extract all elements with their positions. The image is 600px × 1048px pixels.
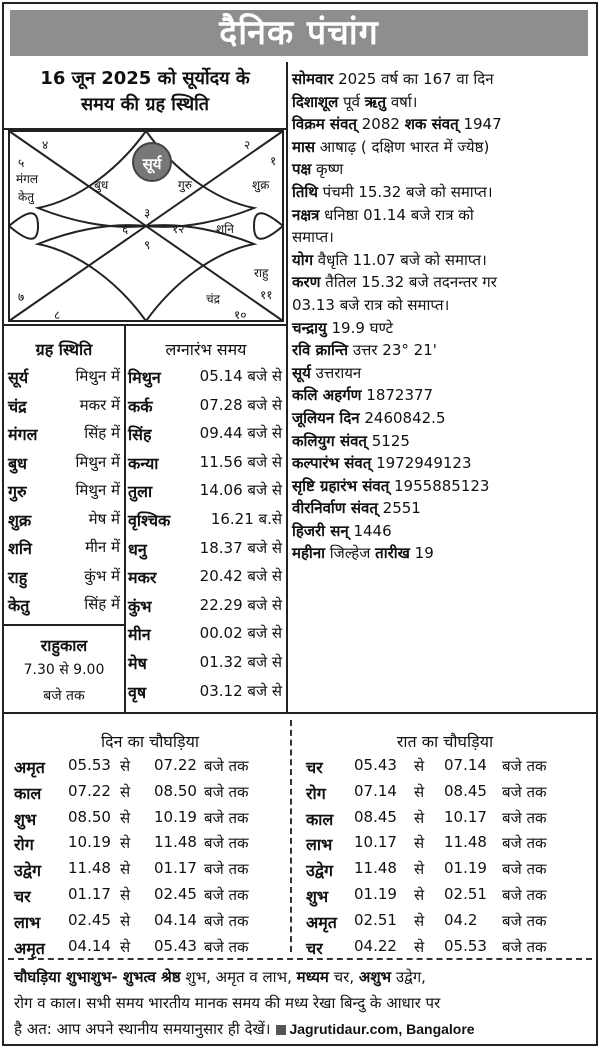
raat-name: अमृत — [306, 912, 337, 932]
raat-se: से — [414, 834, 425, 853]
raat-tak: बजे तक — [502, 886, 547, 904]
raat-to: 08.45 — [444, 781, 487, 800]
kundli-right-lobe — [254, 213, 283, 239]
detail-line — [292, 407, 592, 430]
detail-line — [292, 204, 592, 227]
footer-line3-text: है अत: आप अपने स्थानीय समयानुसार ही देखें। — [14, 1020, 271, 1038]
detail-line — [292, 68, 592, 91]
footer-line1 — [14, 964, 594, 990]
raat-to: 11.48 — [444, 833, 487, 852]
lagna-time: 07.28 बजे से — [199, 395, 282, 414]
raat-to: 07.14 — [444, 756, 487, 774]
lagna-time: 01.32 बजे से — [199, 653, 282, 671]
detail-line — [292, 91, 592, 114]
grah-name: मंगल — [8, 425, 38, 444]
choghadiya-top-rule — [4, 712, 596, 714]
detail-value: जिल्हेज — [325, 544, 376, 563]
detail-value: 03.13 बजे रात्र को समाप्त। — [292, 295, 450, 314]
lagna-time: 16.21 ब.से — [210, 510, 282, 528]
grah-name: केतु — [8, 596, 30, 615]
detail-label: शक संवत् — [404, 115, 459, 134]
chart-bottom-rule — [4, 324, 286, 326]
detail-line — [292, 136, 592, 159]
detail-line — [292, 542, 592, 565]
lagna-time: 09.44 बजे से — [199, 424, 282, 443]
lagna-time: 18.37 बजे से — [199, 538, 282, 557]
din-tak: बजे तक — [204, 860, 249, 879]
lagna-time: 14.06 बजे से — [199, 481, 282, 500]
detail-value: 19.9 घण्टे — [326, 318, 394, 337]
grah-rashi: मीन में — [85, 538, 120, 556]
house-7: ७ — [18, 290, 25, 304]
lagna-time: 22.29 बजे से — [199, 595, 282, 614]
din-se: से — [120, 782, 131, 801]
planet-rahu: राहु — [254, 266, 269, 280]
footer-t2: चर, — [328, 968, 359, 986]
detail-label: कलि अहर्गण — [292, 386, 362, 405]
rahukaal-rule — [4, 624, 124, 626]
detail-label: सोमवार — [292, 70, 334, 88]
lagna-name: धनु — [128, 539, 147, 559]
detail-label: सृष्टि ग्रहारंभ संवत् — [292, 476, 390, 495]
grah-name: शनि — [8, 539, 32, 558]
din-to: 07.22 — [154, 756, 197, 774]
din-to: 10.19 — [154, 807, 197, 826]
din-tak: बजे तक — [204, 937, 249, 956]
din-name: रोग — [14, 835, 34, 855]
lagna-name: मेष — [128, 654, 147, 673]
lagna-name: कर्क — [128, 396, 153, 416]
din-from: 02.45 — [68, 910, 111, 929]
detail-value: पंचमी 15.32 बजे को समाप्त। — [317, 182, 493, 201]
raat-tak: बजे तक — [502, 937, 547, 956]
house-8: ८ — [54, 308, 61, 322]
detail-label: ऋतु — [364, 92, 387, 111]
raat-se: से — [414, 911, 425, 930]
raat-se: से — [414, 860, 425, 879]
lagna-name: मकर — [128, 568, 157, 588]
raat-row — [306, 756, 586, 780]
raat-se: से — [414, 808, 425, 827]
detail-value: कृष्ण — [311, 160, 344, 179]
grah-rashi: मेष में — [88, 509, 120, 528]
raat-from: 02.51 — [354, 910, 397, 929]
din-row — [14, 808, 294, 832]
raat-from: 10.17 — [354, 833, 397, 852]
grah-rashi: मिथुन में — [75, 481, 120, 499]
detail-line — [292, 317, 592, 340]
planet-guru: गुरु — [178, 178, 192, 192]
footer-line3 — [14, 1016, 594, 1042]
din-name: अमृत — [14, 938, 45, 958]
lagna-name: वृश्चिक — [128, 511, 171, 530]
raat-heading: रात का चौघड़िया — [396, 732, 494, 751]
din-name: चर — [14, 887, 31, 906]
detail-line — [292, 271, 592, 294]
detail-line — [292, 339, 592, 362]
main-divider — [286, 62, 288, 712]
detail-value: 19 — [409, 544, 434, 563]
din-from: 07.22 — [68, 781, 111, 800]
detail-value: 1872377 — [361, 386, 434, 405]
raat-se: से — [414, 757, 425, 775]
lagna-name: वृष — [128, 682, 147, 702]
raat-to: 10.17 — [444, 807, 487, 826]
grah-rashi: सिंह में — [84, 424, 120, 442]
detail-label: विक्रम संवत् — [292, 115, 357, 134]
house-1: १ — [270, 154, 277, 168]
grah-name: बुध — [8, 453, 27, 473]
lagna-name: मीन — [128, 625, 151, 645]
lagna-time: 00.02 बजे से — [199, 624, 282, 643]
planet-shukra: शुक्र — [252, 178, 270, 192]
detail-label: नक्षत्र — [292, 205, 320, 224]
detail-value: तैतिल 15.32 बजे तदनन्तर गर — [320, 273, 497, 292]
page-title: दैनिक पंचांग — [10, 10, 588, 56]
grah-rashi: सिंह में — [84, 595, 120, 613]
din-row — [14, 782, 294, 806]
din-se: से — [120, 808, 131, 827]
grah-lagna-divider — [124, 326, 126, 712]
raat-row — [306, 911, 586, 935]
grah-name: गुरु — [8, 482, 27, 501]
raat-row — [306, 833, 586, 857]
raat-se: से — [414, 886, 425, 904]
grah-rashi: मकर में — [79, 395, 120, 414]
planet-mangal: मंगल — [16, 172, 39, 186]
rahukaal-heading: राहुकाल — [40, 636, 88, 655]
din-name: काल — [14, 783, 42, 803]
footer-b2: मध्यम — [296, 968, 329, 986]
raat-name: चर — [306, 758, 323, 777]
din-se: से — [120, 911, 131, 930]
detail-label: पक्ष — [292, 160, 312, 179]
raat-row — [306, 782, 586, 806]
raat-tak: बजे तक — [502, 808, 547, 827]
raat-from: 08.45 — [354, 807, 397, 826]
detail-label: सूर्य — [292, 363, 311, 382]
din-name: अमृत — [14, 758, 45, 777]
grah-rashi: कुंभ में — [84, 566, 120, 585]
grah-rashi: मिथुन में — [75, 367, 120, 385]
detail-value: 2082 — [356, 115, 405, 134]
detail-label: रवि क्रान्ति — [292, 341, 349, 360]
detail-label: करण — [292, 273, 321, 292]
detail-value: 2025 वर्ष का 167 वा दिन — [333, 70, 494, 88]
footer-note — [14, 964, 594, 1042]
din-row — [14, 937, 294, 961]
detail-label: तिथि — [292, 182, 318, 201]
raat-name: शुभ — [306, 887, 329, 906]
detail-value: 2551 — [377, 499, 421, 518]
planet-budh: बुध — [94, 178, 109, 192]
lagna-time: 05.14 बजे से — [199, 367, 282, 385]
din-to: 01.17 — [154, 859, 197, 878]
lagna-name: तुला — [128, 482, 153, 502]
lagna-name: मिथुन — [128, 368, 161, 387]
raat-name: रोग — [306, 783, 326, 803]
lagna-time: 20.42 बजे से — [199, 567, 282, 586]
din-row — [14, 859, 294, 883]
din-tak: बजे तक — [204, 886, 249, 904]
din-to: 08.50 — [154, 781, 197, 800]
raat-tak: बजे तक — [502, 860, 547, 879]
din-tak: बजे तक — [204, 757, 249, 775]
detail-value: उत्तर 23° 21' — [348, 341, 437, 360]
chart-heading-line2: समय की ग्रह स्थिति — [80, 94, 210, 115]
planet-chandra: चंद्र — [206, 292, 220, 306]
din-se: से — [120, 886, 131, 904]
din-se: से — [120, 937, 131, 956]
grah-name: सूर्य — [8, 368, 29, 387]
din-name: शुभ — [14, 809, 37, 829]
detail-value: 1955885123 — [389, 476, 490, 495]
raat-tak: बजे तक — [502, 757, 547, 775]
raat-to: 05.53 — [444, 936, 487, 955]
detail-line — [292, 181, 592, 204]
din-tak: बजे तक — [204, 834, 249, 853]
din-se: से — [120, 834, 131, 853]
lagna-time: 03.12 बजे से — [199, 681, 282, 700]
house-11: ११ — [260, 288, 273, 302]
house-4: ४ — [42, 138, 49, 152]
footer-t1: शुभ, अमृत व लाभ, — [180, 968, 297, 986]
raat-row — [306, 885, 586, 909]
rahukaal-suffix: बजे तक — [43, 688, 85, 704]
din-from: 04.14 — [68, 936, 111, 955]
din-se: से — [120, 757, 131, 775]
din-row — [14, 833, 294, 857]
din-tak: बजे तक — [204, 782, 249, 801]
detail-label: तारीख — [375, 544, 410, 563]
raat-from: 11.48 — [354, 859, 397, 878]
lagna-time: 11.56 बजे से — [199, 452, 282, 471]
din-row — [14, 911, 294, 935]
grah-name: राहु — [8, 567, 28, 587]
detail-label: चन्द्रायु — [292, 318, 327, 337]
chart-heading — [10, 66, 280, 118]
detail-line — [292, 294, 592, 317]
din-row — [14, 756, 294, 780]
detail-value: 1947 — [458, 115, 502, 134]
din-to: 11.48 — [154, 833, 197, 852]
kundli-left-lobe — [9, 213, 38, 239]
lagna-heading: लग्नारंभ समय — [165, 340, 247, 359]
surya-badge: सूर्य — [132, 142, 172, 182]
detail-label: दिशाशूल — [292, 92, 339, 111]
raat-tak: बजे तक — [502, 834, 547, 853]
panchang-details — [292, 68, 592, 565]
detail-line — [292, 430, 592, 453]
detail-line — [292, 497, 592, 520]
footer-b1: चौघड़िया शुभाशुभ- शुभत्व श्रेष्ठ — [14, 968, 181, 986]
raat-from: 07.14 — [354, 781, 397, 800]
din-name: लाभ — [14, 912, 41, 932]
footer-b3: अशुभ — [358, 968, 392, 986]
house-9: ९ — [144, 238, 151, 252]
raat-from: 05.43 — [354, 756, 397, 774]
din-row — [14, 885, 294, 909]
raat-to: 02.51 — [444, 885, 487, 903]
raat-tak: बजे तक — [502, 911, 547, 930]
footer-t3: उद्वेग, — [391, 968, 426, 986]
detail-line — [292, 226, 592, 249]
brand-square-icon — [276, 1025, 286, 1035]
detail-line — [292, 452, 592, 475]
raat-se: से — [414, 937, 425, 956]
din-from: 11.48 — [68, 859, 111, 878]
house-2: २ — [244, 138, 251, 152]
raat-se: से — [414, 782, 425, 801]
detail-value: 2460842.5 — [359, 408, 446, 427]
footer-line2: रोग व काल। सभी समय भारतीय मानक समय की मध्य रेखा बिन्दु के आधार पर — [14, 994, 441, 1012]
din-tak: बजे तक — [204, 911, 249, 930]
raat-name: लाभ — [306, 835, 333, 855]
detail-value: धनिष्ठा 01.14 बजे रात्र को — [319, 205, 474, 224]
detail-line — [292, 362, 592, 385]
detail-label: योग — [292, 250, 314, 269]
detail-value: पूर्व — [338, 92, 365, 111]
rahukaal-time: 7.30 से 9.00 — [23, 662, 105, 678]
detail-value: 1446 — [348, 521, 392, 540]
chart-heading-line1: 16 जून 2025 को सूर्योदय के — [40, 68, 250, 89]
din-to: 04.14 — [154, 910, 197, 929]
house-10: १० — [234, 308, 247, 322]
grah-name: शुक्र — [8, 510, 32, 530]
detail-value: आषाढ़ ( दक्षिण भारत में ज्येष्ठ) — [315, 137, 490, 156]
house-6: ६ — [122, 222, 129, 236]
raat-to: 04.2 — [444, 910, 478, 929]
grah-rashi: मिथुन में — [75, 452, 120, 471]
detail-value: वर्षा। — [386, 92, 418, 111]
din-heading: दिन का चौघड़िया — [100, 732, 199, 751]
detail-line — [292, 520, 592, 543]
brand-text: Jagrutidaur.com, Bangalore — [289, 1021, 475, 1037]
lagna-name: सिंह — [128, 425, 152, 445]
brand-credit — [276, 1016, 474, 1042]
din-from: 10.19 — [68, 833, 111, 852]
raat-name: चर — [306, 938, 323, 958]
detail-line — [292, 249, 592, 272]
din-tak: बजे तक — [204, 808, 249, 827]
planet-ketu: केतु — [18, 190, 35, 204]
house-5: ५ — [18, 156, 25, 170]
raat-row — [306, 808, 586, 832]
detail-value: समाप्त। — [292, 228, 334, 247]
lagna-name: कुंभ — [128, 596, 152, 616]
detail-value: 5125 — [366, 431, 410, 450]
detail-line — [292, 158, 592, 181]
detail-label: मास — [292, 137, 315, 156]
detail-line — [292, 113, 592, 136]
planet-shani: शनि — [216, 222, 234, 236]
detail-label: हिजरी सन् — [292, 521, 349, 540]
raat-from: 04.22 — [354, 936, 397, 955]
grah-heading: ग्रह स्थिति — [35, 340, 93, 359]
detail-label: कलियुग संवत् — [292, 431, 367, 450]
din-from: 01.17 — [68, 885, 111, 903]
din-se: से — [120, 860, 131, 879]
raat-name: उद्वेग — [306, 861, 333, 881]
detail-value: वैधृति 11.07 बजे को समाप्त। — [313, 250, 487, 269]
detail-value: 1972949123 — [371, 454, 472, 473]
detail-label: महीना — [292, 544, 326, 563]
kundli-chart — [8, 130, 284, 322]
din-to: 02.45 — [154, 885, 197, 903]
din-from: 08.50 — [68, 807, 111, 826]
house-12: १२ — [172, 222, 185, 236]
detail-label: जूलियन दिन — [292, 408, 360, 427]
lagna-name: कन्या — [128, 453, 159, 473]
detail-label: वीरनिर्वाण संवत् — [292, 499, 378, 518]
detail-line — [292, 384, 592, 407]
detail-value: उत्तरायन — [310, 363, 362, 382]
raat-name: काल — [306, 809, 334, 829]
raat-tak: बजे तक — [502, 782, 547, 801]
house-3: ३ — [144, 206, 151, 220]
detail-label: कल्पारंभ संवत् — [292, 454, 372, 473]
detail-line — [292, 475, 592, 498]
din-from: 05.53 — [68, 756, 111, 774]
raat-to: 01.19 — [444, 859, 487, 878]
din-to: 05.43 — [154, 936, 197, 955]
grah-name: चंद्र — [8, 396, 27, 416]
din-name: उद्वेग — [14, 861, 41, 881]
raat-from: 01.19 — [354, 885, 397, 903]
raat-row — [306, 937, 586, 961]
raat-row — [306, 859, 586, 883]
